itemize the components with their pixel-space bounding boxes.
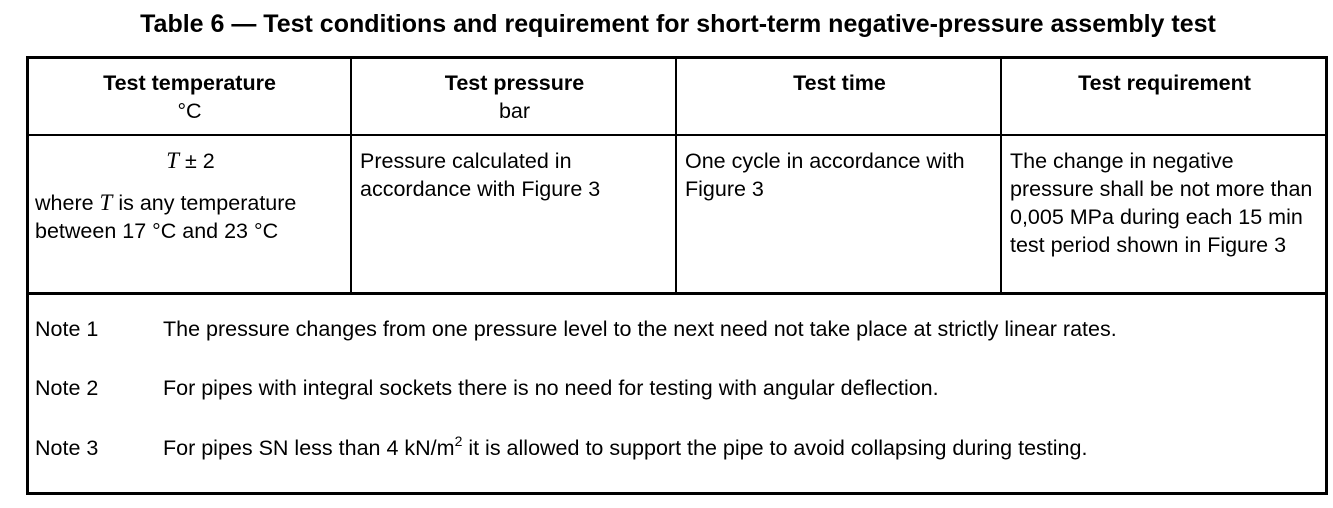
temperature-condition <box>35 191 296 243</box>
header-test-requirement <box>1004 59 1325 134</box>
header-test-temperature <box>29 59 352 134</box>
condition-variable: T <box>99 190 113 215</box>
header-label: Test pressure <box>444 71 585 95</box>
note-text <box>163 434 1087 462</box>
cell-test-requirement: The change in negative pressure shall be not more than 0,005 MPa during each 15 min test period shown in Figure 3 <box>1010 149 1313 257</box>
condition-suffix: is any temperature between 17 °C and 23 °C <box>35 191 297 243</box>
header-test-time <box>679 59 1002 134</box>
cell-test-time: One cycle in accordance with Figure 3 <box>679 136 1002 292</box>
cell-test-pressure: Pressure calculated in accordance with Figure 3 <box>354 136 677 292</box>
temperature-tolerance: ± 2 <box>185 149 215 173</box>
note-text: For pipes with integral sockets there is no need for testing with angular deflection. <box>163 376 939 400</box>
temperature-value <box>35 147 346 175</box>
note-label: Note 3 <box>35 436 99 460</box>
condition-prefix: where <box>35 191 100 215</box>
note-text-before: For pipes SN less than 4 kN/m <box>163 436 455 460</box>
note-superscript: 2 <box>454 433 463 449</box>
header-label: Test requirement <box>1078 71 1251 95</box>
test-conditions-table <box>26 56 1328 495</box>
note-text-after: it is allowed to support the pipe to avoid collapsing during testing. <box>462 436 1088 460</box>
note-label: Note 1 <box>35 317 99 341</box>
header-label: Test temperature <box>103 71 276 95</box>
header-test-pressure <box>354 59 677 134</box>
note-label: Note 2 <box>35 376 99 400</box>
temperature-variable: T <box>166 148 180 173</box>
header-unit: bar <box>498 99 531 123</box>
table-caption: Table 6 — Test conditions and requirement for short-term negative-pressure assembly test <box>140 10 1216 38</box>
header-unit: °C <box>177 99 202 123</box>
cell-test-temperature <box>29 136 352 292</box>
header-label: Test time <box>793 71 886 95</box>
table-notes <box>29 295 1325 492</box>
table-row <box>29 136 1325 295</box>
table-header-row <box>29 59 1325 136</box>
note-text: The pressure changes from one pressure level to the next need not take place at strictly linear rates. <box>163 317 1117 341</box>
